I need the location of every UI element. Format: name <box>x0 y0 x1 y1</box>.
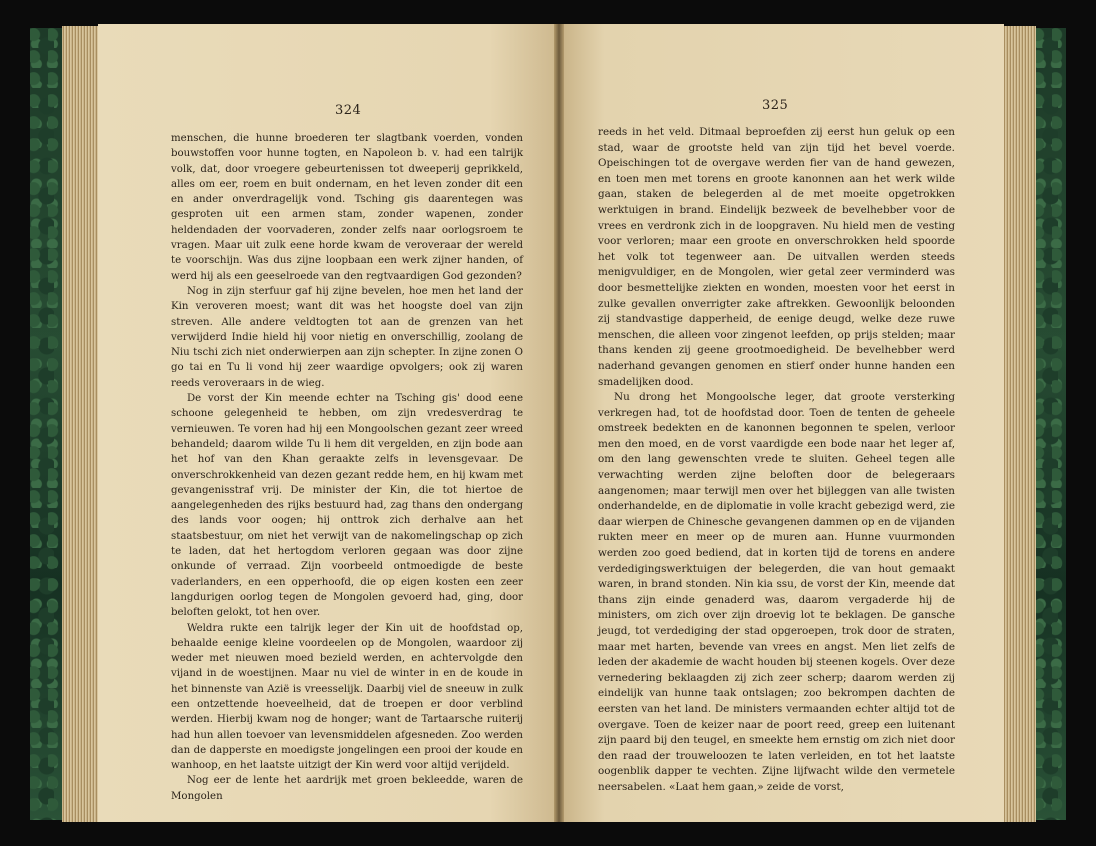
paragraph: menschen, die hunne broederen ter slagtbank voerden, vonden bouwstoffen voor hunne togten, en Napoleon b. v. had een talrijk volk, dat, door vroegere gebeurtenissen tot dweeperij geprikkeld, alles om eer, roem en buit ondernam, en het leven zonder dit een en ander onverdragelijk vond. Tsching gis daarentegen was gesproten uit een armen stam, zonder wapenen, zonder heldendaden der voorvaderen, zonder zelfs naar oorlogsroem te vragen. Maar uit zulk eene horde kwam de veroveraar der wereld te voorschijn. Was dus zijne loopbaan een werk zijner handen, of werd hij als een geeselroede van den regtvaardigen God gezonden? <box>171 133 523 282</box>
book-cover-left-edge <box>30 28 64 820</box>
page-stack-left <box>62 26 102 822</box>
paragraph: Weldra rukte een talrijk leger der Kin uit de hoofdstad op, behaalde eenige kleine voordeelen op de Mongolen, waardoor zij weder met nieuwen moed bezield werden, en achtervolgde den vijand in de woestijnen. Maar nu viel de winter in en de koude in het binnenste van Azië is vreesselijk. Daarbij viel de sneeuw in zulk een ontzettende hoeveelheid, dat de troepen er door verblind werden. Hierbij kwam nog de honger; want de Tartaarsche ruiterij had hun allen toevoer van levensmiddelen afgesneden. Zoo werden dan de dapperste en moedigste jongelingen een prooi der koude en wanhoop, en het laatste uitzigt der Kin werd voor altijd verijdeld. <box>171 622 523 772</box>
book-cover-right-edge <box>1034 28 1066 820</box>
right-page-number: 325 <box>762 98 789 113</box>
paragraph: Nog in zijn sterfuur gaf hij zijne bevelen, hoe men het land der Kin veroveren moest; want dit was het hoogste doel van zijn streven. Alle andere veldtogten tot aan de grenzen van het verwijderd Indie hield hij voor nietig en onverschillig, zoolang de Niu tschi zich niet onderwierpen aan zijn schepter. In zijne zonen O go tai en Tu li vond hij zeer waardige opvolgers; ook zij waren reeds veroveraars in de wieg. <box>171 285 523 389</box>
left-page-number: 324 <box>335 103 362 118</box>
paragraph: reeds in het veld. Ditmaal beproefden zij eerst hun geluk op een stad, waar de grootste held van zijn tijd het bevel voerde. Opeischingen tot de overgave werden fier van de hand gewezen, en toen men met torens en groote kanonnen aan het werk wilde gaan, staken de belegerden al de met moeite opgetrokken werktuigen in brand. Eindelijk bezweek de bevelhebber voor de vrees en verdronk zich in de loopgraven. Nu hield men de vesting voor verloren; maar een groote en onverschrokken held spoorde het volk tot tegenweer aan. De uitvallen werden steeds menigvuldiger, en de Mongolen, wier getal zeer verminderd was door besmettelijke ziekten en wonden, moesten voor het eerst in zulke gevallen onverrigter zake aftrekken. Gewoonlijk beloonden zij standvastige dapperheid, de eenige deugd, welke deze ruwe menschen, die alleen voor zingenot leefden, op prijs stelden; maar thans kenden zij geene grootmoedigheid. De bevelhebber werd naderhand gevangen genomen en stierf onder hunne handen een smadelijken dood. <box>598 126 955 388</box>
paragraph: Nog eer de lente het aardrijk met groen bekleedde, waren de Mongolen <box>171 775 523 802</box>
left-page-text <box>171 131 523 804</box>
book-gutter <box>554 24 564 822</box>
right-page-text <box>598 125 955 796</box>
paragraph: De vorst der Kin meende echter na Tsching gis' dood eene schoone gelegenheid te hebben, om zijn vredesverdrag te vernieuwen. Te voren had hij een Mongoolschen gezant zeer wreed behandeld; daarom wilde Tu li hem dit vergelden, en zijn bode aan het hof van den Khan geraakte zelfs in levensgevaar. De onverschrokkenheid van dezen gezant redde hem, en hij kwam met gevangenisstraf vrij. De minister der Kin, die tot hiertoe de aangelegenheden des rijks bestuurd had, zag thans den ondergang des lands voor oogen; hij onttrok zich derhalve aan het staatsbestuur, om niet het verwijt van de nakomelingschap op zich te laden, dat het hertogdom verloren gegaan was door zijne onkunde of verraad. Zijn voorbeeld ontmoedigde de beste vaderlanders, en een opperhoofd, die op eigen kosten een zeer langdurigen oorlog tegen de Mongolen gevoerd had, ging, door beloften gelokt, tot hen over. <box>171 393 523 619</box>
paragraph: Nu drong het Mongoolsche leger, dat groote versterking verkregen had, tot de hoofdstad door. Toen de tenten de geheele omstreek bedekten en de kanonnen begonnen te spelen, verloor men den moed, en de vorst vaardigde een bode naar het leger af, om den lang gewenschten vrede te sluiten. Geheel tegen alle verwachting werden zijne beloften door de belegeraars aangenomen; maar terwijl men over het bijleggen van alle twisten onderhandelde, en de diplomatie in volle kracht gebezigd werd, zie daar wierpen de Chinesche gevangenen dammen op en de vijanden rukten meer en meer op de muren aan. Hunne vuurmonden werden zoo goed bediend, dat in korten tijd de torens en andere verdedigingswerktuigen der belegerden, die van hout gemaakt waren, in brand stonden. Nin kia ssu, de vorst der Kin, meende dat thans zijn einde genaderd was, daarom vergaderde hij de ministers, om zich over zijn droevig lot te beklagen. De gansche jeugd, tot verdediging der stad opgeroepen, trok door de straten, maar met harten, bevende van vrees en angst. Men liet zelfs de leden der akademie de wacht houden bij steenen kogels. Over deze vernedering beklaagden zij zich zeer scherp; daarom werden zij eindelijk van hunne taak ontslagen; zoo bekrompen dachten de eersten van het land. De ministers vermaanden echter altijd tot de overgave. Toen de keizer naar de poort reed, greep een luitenant zijn paard bij den teugel, en smeekte hem ernstig om zich niet door den raad der trouweloozen te laten verleiden, en tot het laatste oogenblik dapper te vechten. Zijne lijfwacht wilde den vermetele neersabelen. «Laat hem gaan,» zeide de vorst, <box>598 391 955 793</box>
page-stack-right <box>1000 26 1036 822</box>
